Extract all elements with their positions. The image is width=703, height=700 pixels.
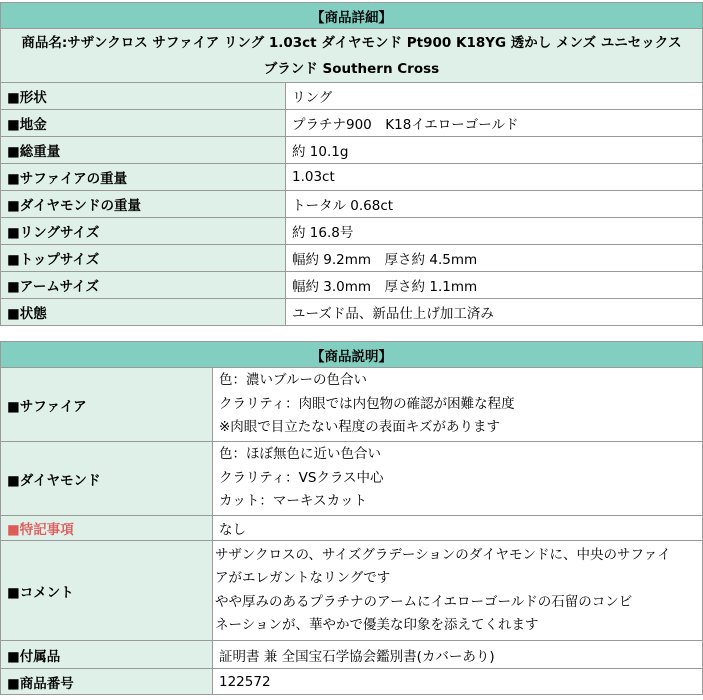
- row-label: ■ダイヤモンドの重量: [1, 191, 286, 218]
- diamond-cut: カット：マーキスカット: [219, 493, 367, 510]
- sapphire-label: ■サファイア: [1, 368, 213, 442]
- table-row: [1, 541, 703, 641]
- special-notes-value: なし: [213, 516, 703, 541]
- sapphire-value: [213, 368, 703, 442]
- special-notes-label: ■特記事項: [1, 516, 213, 541]
- accessories-value: 証明書 兼 全国宝石学協会鑑別書(カバーあり): [213, 641, 703, 669]
- diamond-color: 色：ほぼ無色に近い色合い: [219, 446, 381, 463]
- sapphire-color: 色：濃いブルーの色合い: [219, 372, 367, 389]
- accessories-label: ■付属品: [1, 641, 213, 669]
- details-header: 【商品詳細】: [1, 3, 703, 29]
- diamond-clarity: クラリティ：VSクラス中心: [219, 469, 384, 486]
- comment-label: ■コメント: [1, 541, 213, 641]
- comment-line: やや厚みのあるプラチナのアームにイエローゴールドの石留のコンビ: [215, 593, 633, 610]
- row-label: ■状態: [1, 299, 286, 326]
- row-value: 1.03ct: [286, 164, 703, 191]
- row-value: トータル 0.68ct: [286, 191, 703, 218]
- comment-line: ネーションが、華やかで優美な印象を添えてくれます: [215, 617, 539, 633]
- row-label: ■リングサイズ: [1, 218, 286, 245]
- sapphire-note: ※肉眼で目立たない程度の表面キズがあります: [219, 419, 501, 436]
- row-label: ■トップサイズ: [1, 245, 286, 272]
- row-value: 約 16.8号: [286, 218, 703, 245]
- table-row: [1, 191, 703, 218]
- product-name: 商品名:サザンクロス サファイア リング 1.03ct ダイヤモンド Pt900 K18YG 透かし メンズ ユニセックス: [21, 34, 682, 51]
- table-row: [1, 218, 703, 245]
- diamond-value: [213, 442, 703, 516]
- row-value: 約 10.1g: [286, 137, 703, 164]
- table-row: [1, 164, 703, 191]
- row-label: ■サファイアの重量: [1, 164, 286, 191]
- row-value: プラチナ900 K18イエローゴールド: [286, 110, 703, 137]
- table-row: [1, 368, 703, 442]
- product-title: [1, 29, 703, 83]
- table-row: [1, 272, 703, 299]
- table-row: [1, 110, 703, 137]
- table-row: [1, 299, 703, 326]
- table-row: [1, 641, 703, 669]
- product-brand: ブランド Southern Cross: [263, 60, 440, 77]
- item-number-label: ■商品番号: [1, 669, 213, 695]
- table-row: [1, 245, 703, 272]
- sapphire-clarity: クラリティ：肉眼では内包物の確認が困難な程度: [219, 395, 515, 412]
- comment-value: [213, 541, 703, 641]
- product-details-table: [0, 2, 703, 326]
- row-value: 幅約 9.2mm 厚さ約 4.5mm: [286, 245, 703, 272]
- table-row: [1, 137, 703, 164]
- table-row: [1, 442, 703, 516]
- comment-line: サザンクロスの、サイズグラデーションのダイヤモンドに、中央のサファイ: [215, 546, 671, 563]
- diamond-label: ■ダイヤモンド: [1, 442, 213, 516]
- product-description-table: [0, 341, 703, 695]
- item-number-value: 122572: [213, 669, 703, 695]
- row-value: リング: [286, 83, 703, 110]
- row-label: ■総重量: [1, 137, 286, 164]
- row-label: ■形状: [1, 83, 286, 110]
- row-value: 幅約 3.0mm 厚さ約 1.1mm: [286, 272, 703, 299]
- table-row: [1, 516, 703, 541]
- description-header: 【商品説明】: [1, 342, 703, 368]
- row-label: ■アームサイズ: [1, 272, 286, 299]
- row-value: ユーズド品、新品仕上げ加工済み: [286, 299, 703, 326]
- row-label: ■地金: [1, 110, 286, 137]
- table-row: [1, 669, 703, 695]
- table-row: [1, 83, 703, 110]
- comment-line: アがエレガントなリングです: [215, 570, 391, 586]
